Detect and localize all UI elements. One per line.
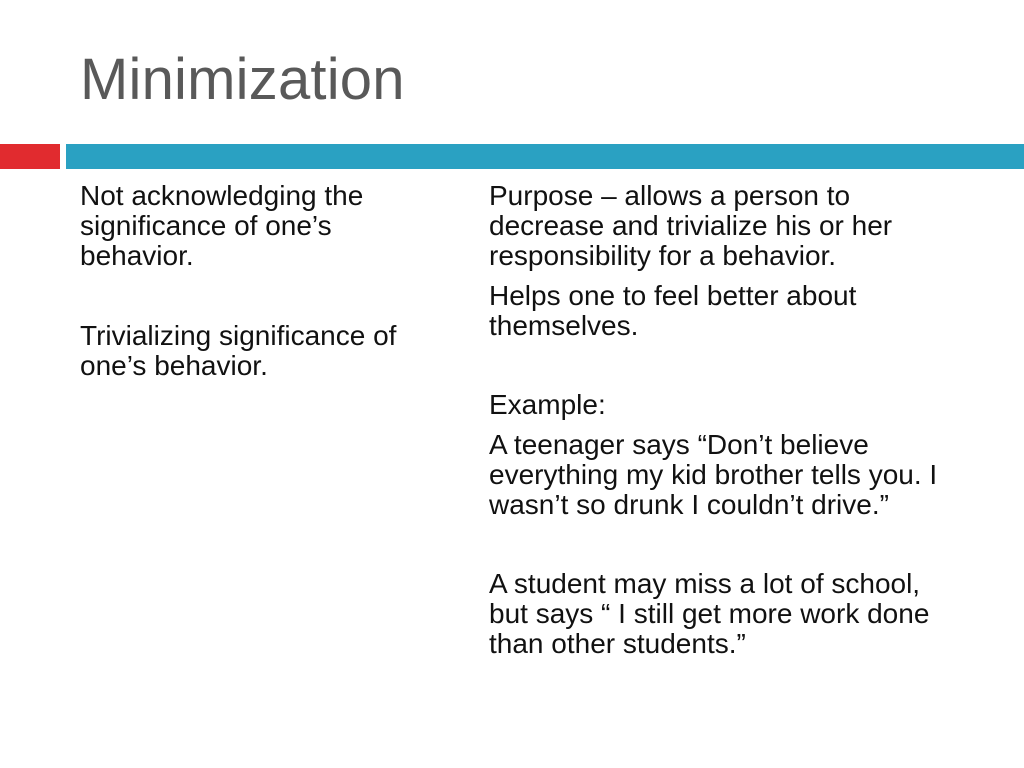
right-paragraph-teenager-example: A teenager says “Don’t believe everything my kid brother tells you. I wasn’t so drunk I couldn’t drive.” — [489, 429, 938, 520]
accent-bar-blue — [66, 144, 1024, 169]
right-paragraph-example-label: Example: — [489, 389, 606, 420]
right-paragraph-purpose: Purpose – allows a person to decrease and trivialize his or her responsibility for a behavior. — [489, 180, 893, 271]
right-paragraph-feel-better: Helps one to feel better about themselves. — [489, 280, 857, 341]
right-paragraph-student-example: A student may miss a lot of school, but says “ I still get more work done than other students.” — [489, 568, 930, 659]
left-paragraph-definition: Not acknowledging the significance of one’s behavior. — [80, 180, 364, 271]
accent-bar-red — [0, 144, 60, 169]
slide-title: Minimization — [80, 47, 405, 112]
left-column — [80, 181, 450, 381]
right-column — [489, 181, 989, 659]
left-paragraph-trivializing: Trivializing significance of one’s behavior. — [80, 320, 397, 381]
